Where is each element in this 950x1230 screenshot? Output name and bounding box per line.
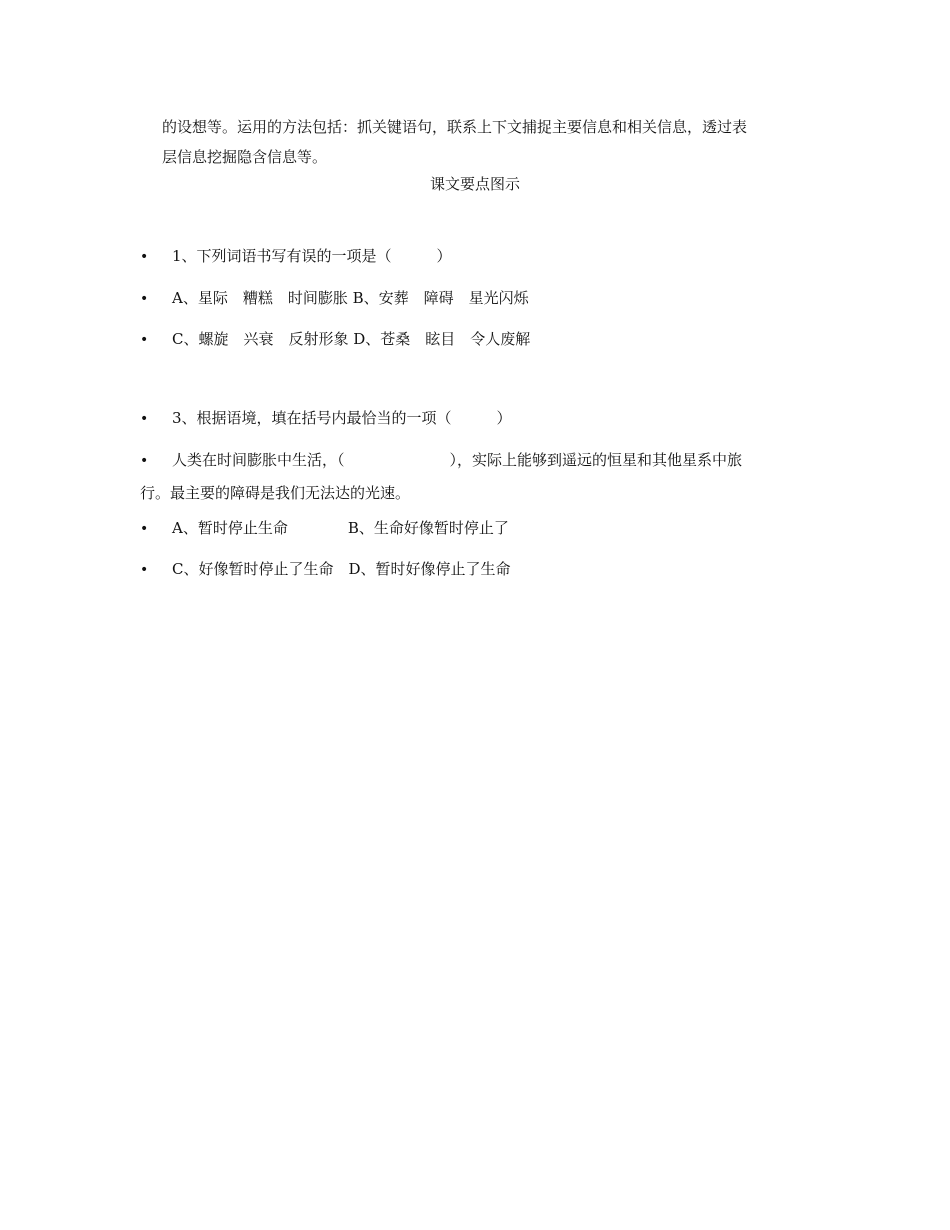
q1-stem-item — [140, 245, 820, 268]
bullet-icon: • — [140, 453, 149, 469]
q3-option-ab-item — [140, 517, 820, 540]
q3-stem: 3、根据语境，填在括号内最恰当的一项（ ） — [172, 409, 512, 427]
q1-option-cd-item — [140, 328, 820, 351]
intro-paragraph — [162, 112, 812, 172]
q1-option-cd: C、螺旋 兴衰 反射形象 D、苍桑 眩目 令人废解 — [172, 330, 531, 348]
bullet-icon: • — [140, 332, 149, 348]
q3-stem-item — [140, 407, 820, 430]
q3-passage-line-1: 人类在时间膨胀中生活，（ ），实际上能够到遥远的恒星和其他星系中旅 — [172, 451, 743, 469]
intro-line-1: 的设想等。运用的方法包括：抓关键语句，联系上下文捕捉主要信息和相关信息，透过表 — [162, 118, 748, 136]
bullet-icon: • — [140, 521, 149, 537]
bullet-icon: • — [140, 562, 149, 578]
q3-option-cd: C、好像暂时停止了生命 D、暂时好像停止了生命 — [172, 560, 511, 578]
q3-passage-item — [140, 449, 820, 472]
q3-passage-continuation — [140, 482, 820, 504]
q1-option-ab-item — [140, 287, 820, 310]
q1-stem: 1、下列词语书写有误的一项是（ ） — [172, 247, 452, 265]
q1-option-ab: A、星际 糟糕 时间膨胀 B、安葬 障碍 星光闪烁 — [172, 289, 529, 307]
bullet-icon: • — [140, 291, 149, 307]
q3-option-ab: A、暂时停止生命 B、生命好像暂时停止了 — [172, 519, 509, 537]
bullet-icon: • — [140, 411, 149, 427]
intro-line-2: 层信息挖掘隐含信息等。 — [162, 148, 328, 166]
bullet-icon: • — [140, 249, 149, 265]
section-title: 课文要点图示 — [429, 175, 520, 193]
q3-passage-line-2: 行。最主要的障碍是我们无法达的光速。 — [140, 484, 411, 502]
q3-option-cd-item — [140, 558, 820, 581]
